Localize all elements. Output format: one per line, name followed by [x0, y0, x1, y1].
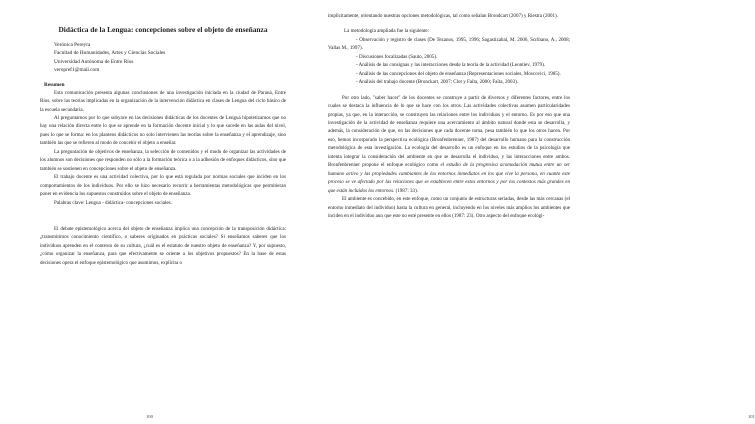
- methodology-intro: La metodología ampliada fue la siguiente:: [344, 28, 430, 35]
- methodology-item: - Análisis de las consignas y las interacciones desde la teoría de la actividad (Leontiev, 1979).: [356, 62, 546, 69]
- author-block: [54, 41, 286, 75]
- methodology-item: - Análisis del trabajo docente (Bronckart, 2007; Clot y Faïta, 2000; Faïta, 2003).: [356, 79, 519, 86]
- abstract-paragraph: El trabajo docente es una actividad colectiva, por lo que está regulada por normas sociales que inciden en los comportamientos de los individuos. Por ello se hizo necesario recurrir a herramientas metodológicas que permitieran poner en evidencia los supuestos construidos sobre el objeto de enseñanza.: [40, 174, 286, 198]
- page-number-right: 101: [748, 414, 755, 419]
- author-name: Verónica Pereyra: [54, 42, 91, 48]
- body-paragraph: [328, 94, 570, 195]
- abstract-paragraph: La preguntación de objetivos de enseñanza, la selección de contenidos y el modo de organizar las actividades de los alumnos son decisiones que responden no sólo a la formación teórica o a la adhesión de enfoques didácticos, sino que también se sostienen en concepciones sobre el objeto de enseñanza.: [40, 148, 286, 172]
- abstract-heading: Resumen: [44, 81, 65, 88]
- author-faculty: Facultad de Humanidades, Artes y Ciencias Sociales: [54, 50, 166, 57]
- body-paragraph: El debate epistemológico acerca del objeto de enseñanza implica una concepción de la transposición didáctica: ¿transmitimos conocimiento científico, o saberes originados en prácticas sociales? Si enseñamos saberes que los individuos aprenden en el contexto de su cultura, ¿cuál es el estatuto de nuestro objeto de enseñanza? Y, por supuesto, ¿cómo organizar la enseñanza, para que efectivamente se oriente a los objetivos propuestos? En la base de estas decisiones opera el enfoque epistemológico que asumimos, explícita o: [40, 225, 286, 266]
- author-email: veropref1@mail.com: [54, 67, 100, 74]
- body-paragraph: El ambiente es concebido, en este enfoque, como un conjunto de estructuras seriadas, desde las más cercanas (el entorno inmediato del individuo) hasta la cultura en general, incluyendo en los niveles más amplios los ambientes que inciden en el individuo aun que este no esté presente en ellos (1987: 23). Otro aspecto del enfoque ecológi-: [328, 196, 570, 219]
- author-university: Universidad Autónoma de Entre Ríos: [54, 58, 134, 65]
- abstract-paragraph: Al preguntarnos por lo que subyace en las decisiones didácticas de los docentes de Lengua hipotetizamos que no hay una relación directa entre lo que se aprende en la formación docente inicial y lo que sucede en las aulas del nivel, pues lo que se forma: en los planteos didácticos no solo intervienen las teorías sobre la enseñanza y el aprendizaje, sino también las que se refieren al modo de concebir el objeto a enseñar.: [40, 114, 286, 147]
- keywords: Palabras clave: Lengua - didáctica- concepciones sociales.: [54, 199, 172, 206]
- citation: (1987: 33).: [395, 187, 419, 194]
- quoted-definition: el estudio de la progresiva acomodación mutua entre un ser humano activo y las propiedades cambiantes de los entornos inmediatos en los que vive la persona, en cuanto este proceso se ve afectado por las relaciones que se establecen entre estos entornos y por los contextos más grandes en que están incluidos los entornos.: [328, 162, 571, 194]
- right-page: [300, 0, 755, 424]
- abstract-paragraph: Esta comunicación presenta algunas conclusiones de una investigación iniciada en la ciudad de Paraná, Entre Ríos, sobre las teorías implicadas en la organización de la intervención didáctica en clases de Lengua del ciclo básico de la escuela secundaria.: [40, 89, 286, 113]
- article-title: Didáctica de la Lengua: concepciones sobre el objeto de enseñanza: [58, 25, 268, 34]
- methodology-item: - Análisis de las concepciones del objeto de enseñanza (Representaciones sociales, Moscovici, 1985).: [356, 70, 561, 77]
- paragraph-text: Por otro lado, "saber hacer" de los docentes se construye a partir de diversos y diferentes factores, entre los cuales se destaca la influencia de lo que se hace con los otros. Las actividades colectivas asumen particularidades propias, ya que, en la interacción, se construyen las relaciones entre los individuos y el entorno. Es por eso que una investigación de la actividad de enseñanza requiere una acercamiento al ámbito natural donde esta se desarrolla, y además, la consideración de que, en las decisiones que cada docente toma, pesa también lo que los otros hacen. Por eso, hemos incorporado la perspectiva ecológica (Bronfenbrenner, 1987) del desarrollo humano para la construcción metodológica de esta investigación. La ecología del desarrollo es un enfoque en los estudios de la psicología que intenta integrar la consideración del ambiente en que se desarrolla el individuo, y las interacciones entre ambos. Bronfenbrenner propone el enfoque ecológico como: [328, 94, 570, 169]
- methodology-item: - Discusiones focalizadas (Sauto, 2005).: [356, 53, 438, 60]
- page-number-left: 100: [146, 414, 153, 419]
- body-paragraph: implícitamente, orientando nuestras opciones metodológicas, tal como señalan Brondcart (2007) y Riestra (2001).: [328, 13, 558, 19]
- left-page: [0, 0, 300, 424]
- methodology-item: - Observación y registro de clases (De Tezanos, 1995, 1996; Sagastizabal, M. 2006, Scribano, A., 2008; Vallas M., 1997).: [328, 36, 570, 52]
